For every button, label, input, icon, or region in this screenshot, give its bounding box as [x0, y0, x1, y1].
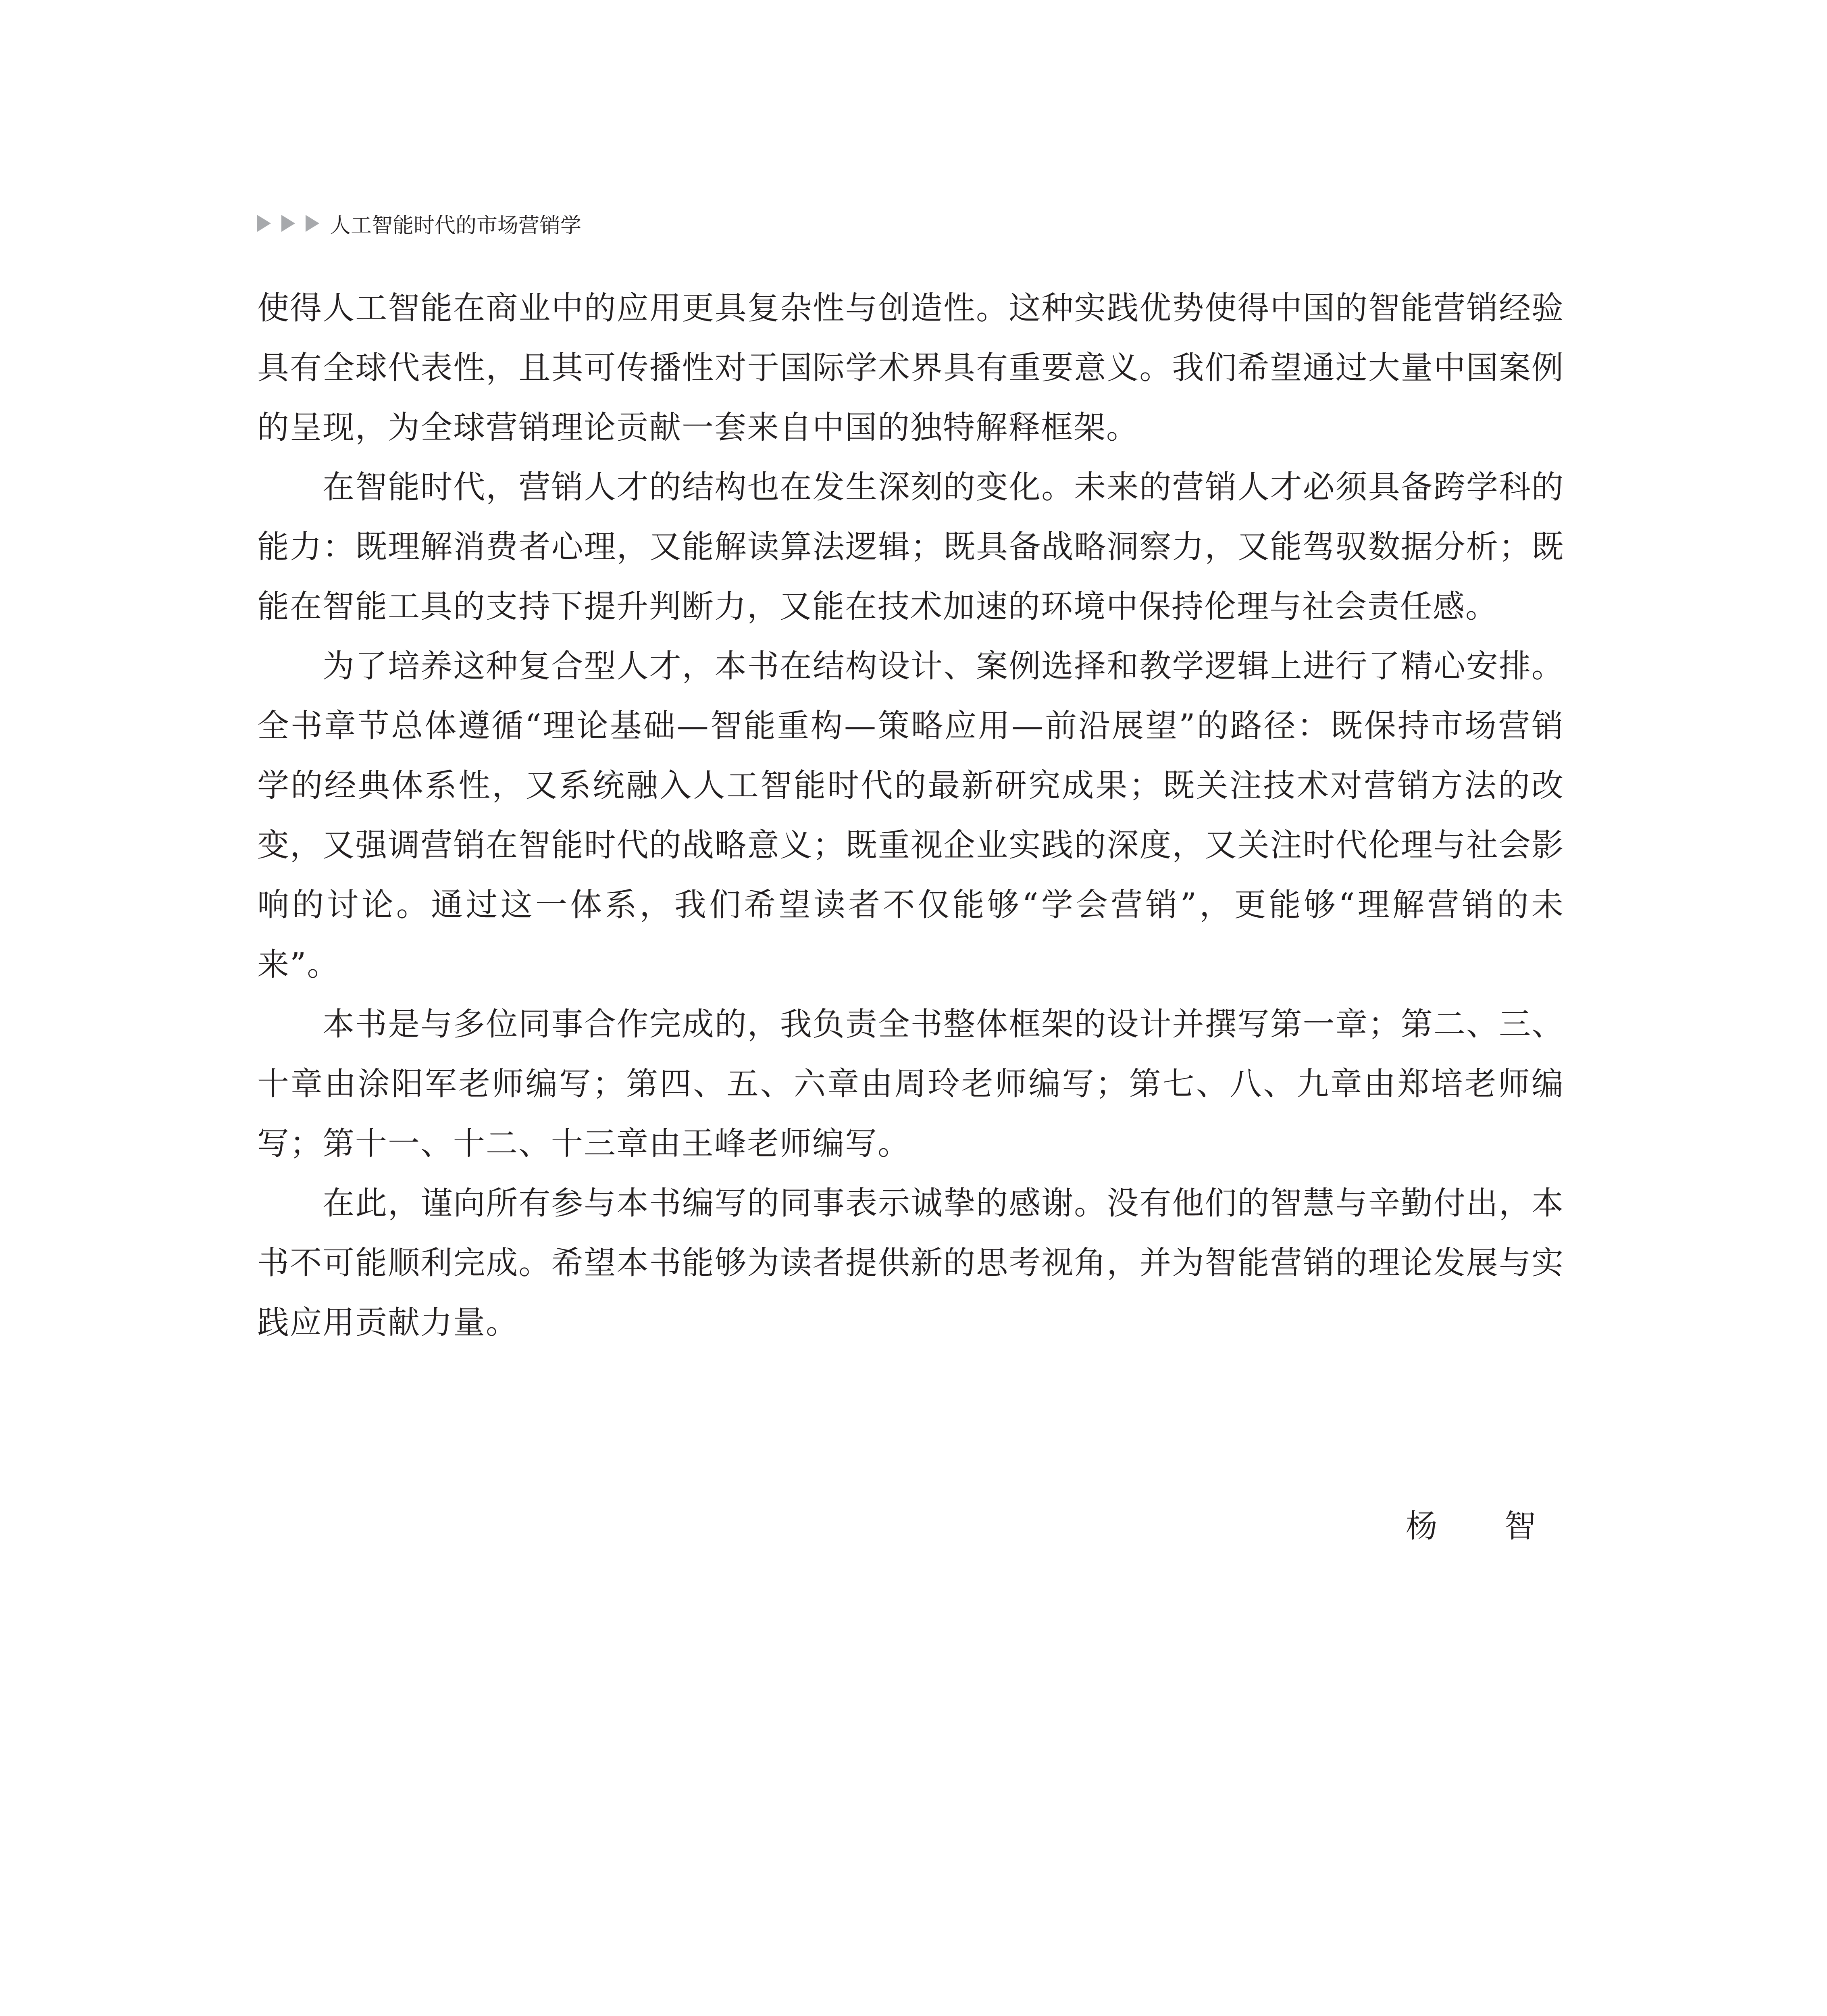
paragraph-acknowledgement: 在此，谨向所有参与本书编写的同事表示诚挚的感谢。没有他们的智慧与辛勤付出，本书不可能顺利完成。希望本书能够为读者提供新的思考视角，并为智能营销的理论发展与实践应用贡献力量。: [257, 1185, 1564, 1341]
book-title: 人工智能时代的市场营销学: [330, 213, 582, 238]
triangle-right-icon: [281, 215, 295, 232]
header-arrows: [257, 215, 319, 232]
paragraph-continued: 使得人工智能在商业中的应用更具复杂性与创造性。这种实践优势使得中国的智能营销经验具有全球代表性，且其可传播性对于国际学术界具有重要意义。我们希望通过大量中国案例的呈现，为全球营销理论贡献一套来自中国的独特解释框架。: [257, 289, 1564, 446]
author-signature: 杨 智: [1405, 1508, 1564, 1545]
running-header: [257, 207, 581, 240]
triangle-right-icon: [257, 215, 271, 232]
paragraph-book-structure: 为了培养这种复合型人才，本书在结构设计、案例选择和教学逻辑上进行了精心安排。全书章节总体遵循“理论基础—智能重构—策略应用—前沿展望”的路径：既保持市场营销学的经典体系性，又系统融入人工智能时代的最新研究成果；既关注技术对营销方法的改变，又强调营销在智能时代的战略意义；既重视企业实践的深度，又关注时代伦理与社会影响的讨论。通过这一体系，我们希望读者不仅能够“学会营销”，更能够“理解营销的未来”。: [257, 648, 1564, 983]
paragraph-talent-structure: 在智能时代，营销人才的结构也在发生深刻的变化。未来的营销人才必须具备跨学科的能力：既理解消费者心理，又能解读算法逻辑；既具备战略洞察力，又能驾驭数据分析；既能在智能工具的支持下提升判断力，又能在技术加速的环境中保持伦理与社会责任感。: [257, 469, 1564, 625]
body-text: [257, 278, 1564, 1352]
triangle-right-icon: [306, 215, 319, 232]
paragraph-authors: 本书是与多位同事合作完成的，我负责全书整体框架的设计并撰写第一章；第二、三、十章由涂阳军老师编写；第四、五、六章由周玲老师编写；第七、八、九章由郑培老师编写；第十一、十二、十三章由王峰老师编写。: [257, 1006, 1564, 1162]
